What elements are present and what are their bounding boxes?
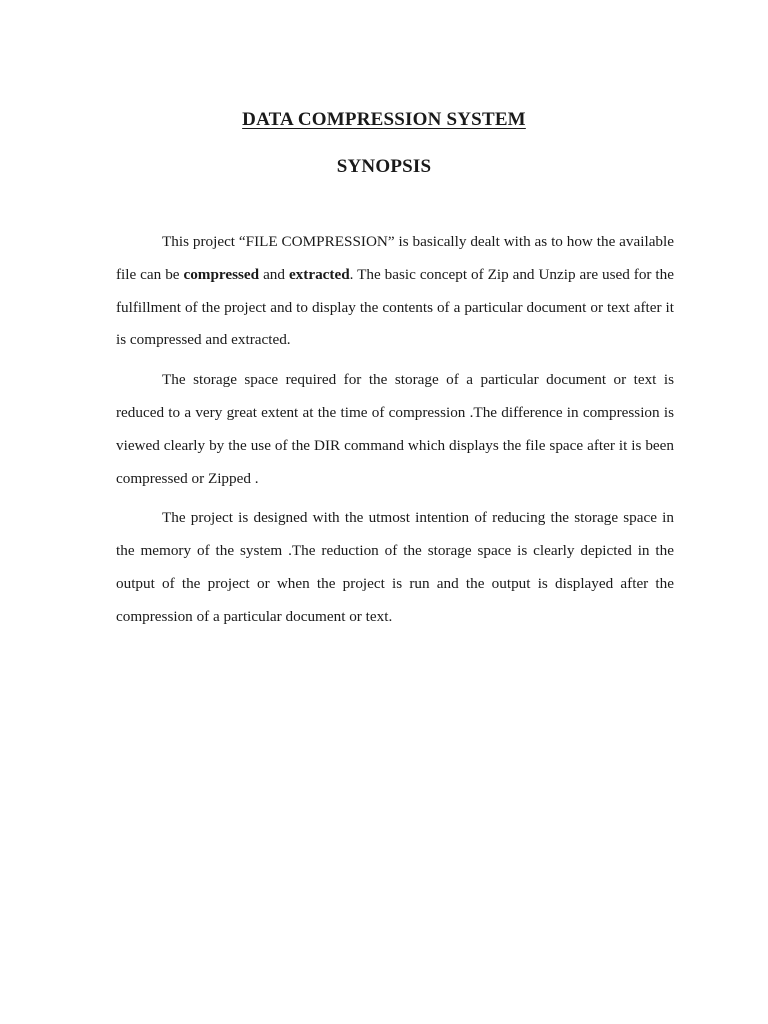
paragraph-1-bold-compressed: compressed bbox=[183, 265, 260, 283]
paragraph-1-text-1: This project “FILE COMPRESSION” is basically dealt with as to how the available file can be bbox=[116, 233, 674, 283]
paragraph-3: The project is designed with the utmost intention of reducing the storage space in the memory of the system .The reduction of the storage space is clearly depicted in the output of the project or when the project is run and the output is displayed after the compression of a particular document or text. bbox=[116, 509, 674, 625]
paragraph-1-text-3: . The basic concept of Zip and Unzip are used for the fulfillment of the project and to display the contents of a particular document or text after it is compressed and extracted. bbox=[116, 265, 674, 349]
paragraph-1-text-2: and bbox=[259, 265, 289, 283]
paragraph-1-bold-extracted: extracted bbox=[288, 265, 350, 283]
document-body bbox=[116, 226, 674, 641]
document-title: DATA COMPRESSION SYSTEM bbox=[242, 109, 526, 130]
paragraph-1 bbox=[116, 226, 674, 357]
paragraph-2: The storage space required for the storage of a particular document or text is reduced to a very great extent at the time of compression .The difference in compression is viewed clearly by the use of the DIR command which displays the file space after it is been compressed or Zipped . bbox=[116, 371, 674, 487]
document-subtitle: SYNOPSIS bbox=[336, 156, 432, 177]
